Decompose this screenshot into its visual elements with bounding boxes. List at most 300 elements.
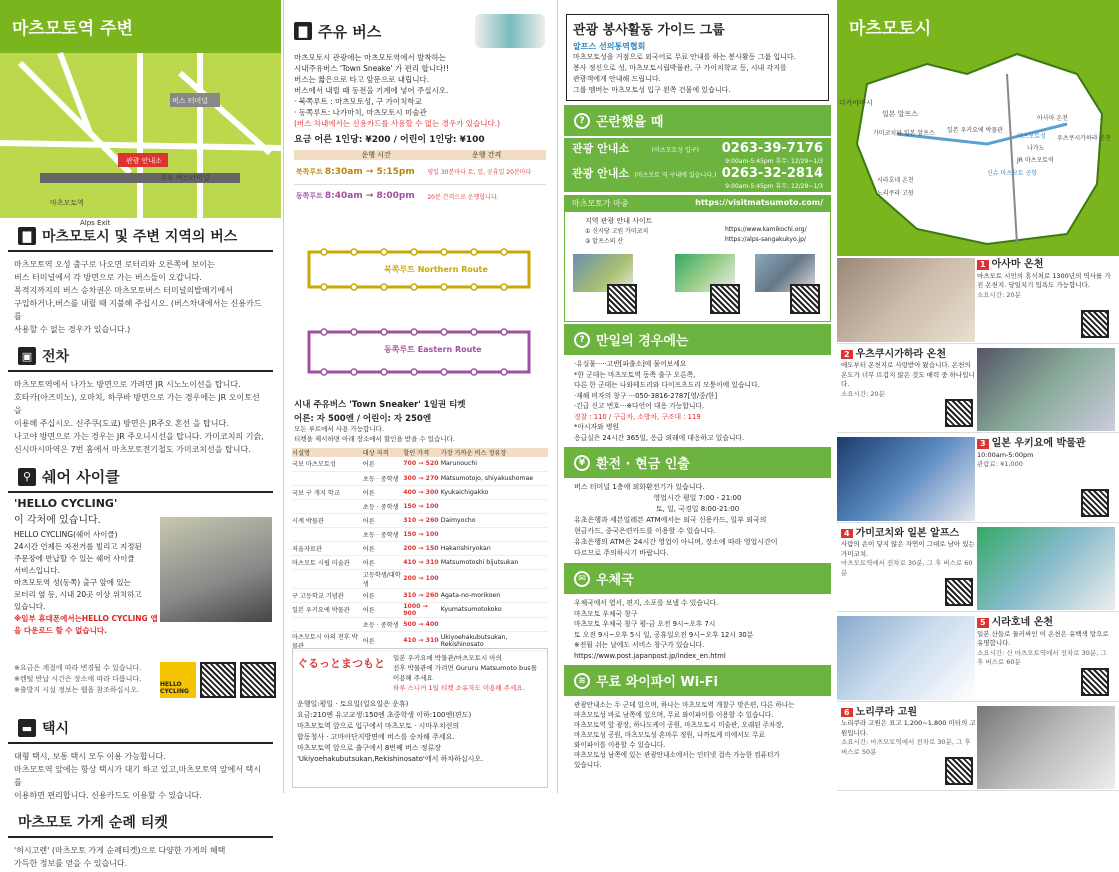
discount-header: 대상 자격 [362,450,389,457]
pass-notes [284,424,555,444]
discount-cell: Kyumatsumotokoko [440,606,502,613]
pass-note: 티켓을 제시하면 아래 장소에서 할인을 받을 수 있습니다. [294,435,455,443]
spot-body: 일본 산들로 둘러싸인 이 온천은 유백색 탕으로 유명합니다. [977,629,1109,647]
intro-line: 시내주유버스 'Town Sneake' 가 편리 합니다!! [294,64,450,73]
post-line: 마츠모토 우체국 창구 [574,609,638,618]
taxi-line: 대형 택시, 보통 택시 모두 이용 가능합니다. [14,752,166,761]
spot-photo [977,527,1115,611]
map-label-station: 마츠모토역 [50,199,84,207]
column-matsumoto-city [837,0,1119,793]
pass-price: 어른: 자 500엔 / 어린이: 자 250엔 [294,414,432,424]
qr-code[interactable] [710,284,740,314]
qr-code[interactable] [945,399,973,427]
intro-line: · 동쪽루트: 나가마치, 마츠모토시 미술관 [294,108,427,117]
cycle-brand: 'HELLO CYCLING' [14,497,118,510]
cycle-line: 서비스입니다. [14,566,60,575]
bus-title: 마츠모토시 및 주변 지역의 버스 [42,229,238,245]
taxi-line: 마츠모토역 앞에는 항상 택시가 대기 하고 있고,마츠모토역 앞에서 택시를 [14,765,261,787]
wifi-line: 마츠모토역 앞 광장, 하나도케이 공원, 마츠모토시 미술관, 오래된 주차장, [574,721,784,729]
discount-cell: 150 → 100 [403,530,439,538]
discount-cell: 어른 [362,517,375,525]
site-link-label: ① 신시당 고원 가미코치 [585,228,649,235]
trouble-header [564,105,831,136]
cycle-line: 주문장에 반납할 수 있는 쉐어 사이클 [14,554,135,563]
map-label: 가미코치와 일본 알프스 [873,130,935,137]
emergency-line: ·유실물·····고반[파출소]에 물어보세요 [574,360,687,368]
cycle-line: 24시간 언제든 자전거를 빌리고 지정된 [14,542,142,551]
map-label: JR 마츠모토역 [1017,157,1054,164]
emergency-line: 경찰 : 110 / 구급차, 소방차, 구조대 : 119 [574,412,701,421]
discount-cell: Matsumotojo, shiyakushomae [440,474,534,482]
discount-row [292,588,548,602]
discount-cell: 어른 [362,607,375,614]
wifi-line: 마츠모토성 공원, 마츠모토성 혼마루 정원, 나까토케 미에서도 무료 [574,731,765,739]
taxi-icon: ▬ [18,719,36,737]
north-route-label: 북쪽루트 Northern Route [384,265,488,274]
exchange-line: 유초은행과 세븐일레븐 ATM에서는 외국 신용카드, 일부 외국의 [574,516,767,524]
qr-code[interactable] [945,757,973,785]
pass-title: 시내 주유버스 'Town Sneaker' 1일권 티켓 [294,400,466,410]
map-label: 다카야마시 [839,99,873,107]
phone-label: 관광 안내소 [572,167,629,180]
bus-line: 마츠모토역 오성 출구로 나오면 로터리와 오른쪽에 보이는 [14,260,215,269]
discount-cell: 초등 · 중학생 [362,475,399,483]
spot-text [977,618,1113,668]
cycle-header [8,462,273,493]
spot-photo [977,706,1115,790]
guide-title: 관광 봉사활동 가이드 그룹 [573,23,725,38]
spot-card [837,346,1119,434]
discount-cell: Daimyocho [440,516,476,524]
discount-cell: 어른 [362,592,375,600]
timetable [294,150,546,208]
discount-cell: 시계 박물관 [292,517,324,525]
spot-meta: 소요시간: 마츠모토역에서 전차로 30분, 그 후 버스로 50분 [841,738,971,756]
column-help [557,0,837,793]
exchange-line: 다르므로 주의하시기 바랍니다. [574,549,669,557]
column-town-bus [283,0,555,793]
discount-cell: Marunouchi [440,460,477,468]
spot-meta: 관람료: ¥1,000 [977,460,1023,468]
guide-line: 마츠모토성을 거점으로 외국어로 무료 안내를 하는 봉사활동 그룹 입니다. [573,53,796,61]
wifi-title: 무료 와이파이 Wi-Fi [596,675,718,690]
site-panel [564,212,831,322]
discount-cell: 구 고등학교 기념관 [292,592,344,600]
site-bar [564,195,831,212]
spot-body: 노리쿠라 고원은 표고 1,200~1,800 미터의 고원입니다. [841,719,976,737]
site-link-url[interactable]: https://www.kamikochi.org/ [725,226,807,233]
discount-cell [441,499,548,513]
timetable-header: 운행 시간 [361,151,391,159]
spot-meta: 소요시간: 신 마츠모토역에서 전차로 30분, 그 후 버스로 60분 [977,648,1107,666]
intro-line: 마츠모토시 관광에는 마츠모토역에서 발착하는 [294,53,447,62]
wifi-body [558,698,837,772]
train-line: 나고야 방면으로 가는 경우는 JR 주오니시선을 탑니다. 가미코치의 기슭, [14,432,264,441]
info-line: 'Ukiyoehakubutsukan,Rekishinosato'에서 하차하십시오. [297,755,484,763]
ticket-title: 마츠모토 가게 순례 티켓 [18,815,168,831]
map-label: 노리쿠라 고원 [877,190,914,197]
bus-line: 버스 터미널에서 각 방면으로 가는 버스들이 오갑니다. [14,273,202,282]
discount-row [292,471,548,485]
map-label-jr-line: 주우 버스터미널 [160,174,210,182]
wifi-icon: ≋ [574,673,590,689]
cycle-footer [0,662,281,710]
train-line: 마츠모토역에서 나가노 방면으로 가려면 JR 시노노이선을 탑니다. [14,380,241,389]
cycle-warning: ※일부 휴대폰에서는HELLO CYCLING 앱을 다운로드 할 수 없습니다. [14,614,158,635]
spot-number: 6 [841,708,853,718]
discount-cell: 1000 → 900 [403,602,428,617]
spot-text [977,260,1113,300]
discount-cell [441,569,548,588]
taxi-title: 택시 [42,721,70,737]
spot-body: 사람의 손이 닿지 않은 자연이 그대로 남아 있는 가미코치. [841,540,975,558]
discount-cell: 200 → 150 [403,544,439,552]
hello-cycling-logo: HELLO CYCLING [160,662,196,698]
discount-cell: Kyukaichigakko [440,488,489,496]
spot-text [841,350,977,400]
discount-row [292,569,548,588]
spot-body: 10:00am-5:00pm [977,450,1034,459]
guide-line: 봉사 정신으로 성, 마츠모토시립박물관, 구 가이치학교 등, 시내 각지를 [573,64,787,72]
info-line: 요금:210엔 유고교생:150엔 초중학생 이하:100엔(편도) [297,711,472,719]
discount-cell: 310 → 260 [403,591,439,599]
discount-cell: 일본 우키요에 박물관 [292,607,350,614]
qr-code[interactable] [790,284,820,314]
train-line: 호타카(아즈미노), 오마치, 하쿠바 방면으로 가는 경우에는 JR 오이토선을 [14,393,260,415]
discount-cell: Matsumotoshi bijutsukan [440,558,519,566]
guide-line: 관광객에게 안내해 드립니다. [573,75,661,83]
taxi-header [8,714,273,744]
spot-text [841,708,977,758]
discount-cell [441,527,548,541]
qr-code[interactable] [200,662,236,698]
discount-table [292,448,548,651]
spot-number: 3 [977,439,989,449]
timetable-header: 운행 간격 [472,151,502,159]
gururi-line: 이용해 주세요 [393,674,433,682]
discount-row [292,499,548,513]
spot-number: 1 [977,260,989,270]
discount-cell: 700 → 520 [403,460,439,468]
town-bus-title-wrap [294,21,381,42]
discount-cell: 초등 · 중학생 [362,503,399,511]
cycle-sub: 이 각처에 있습니다. [14,515,101,526]
city-map [837,44,1119,256]
train-line: 신시마시마역은 7번 홈에서 마츠모토전기철도 가미코치선을 탑니다. [14,445,251,454]
map-label-alps-exit: Alps Exit [80,219,111,227]
emergency-line: *아시자와 병원 [574,423,619,431]
east-route-label: 동쪽루트 Eastern Route [384,345,482,354]
bicycle-photo [160,517,272,622]
discount-cell: 초등 · 중학생 [362,621,399,629]
route-diagram [294,212,546,392]
spot-title-text: 우츠쿠시가하라 온천 [855,348,946,360]
site-link-label: ② 알프스의 산 [585,238,624,245]
emergency-header [564,324,831,355]
bus-photo [475,14,545,48]
cycle-note: ※렌털 반납 시간은 장소에 따라 다릅니다. [14,675,142,683]
discount-cell: Ukiyoehakubutsukan, Rekishinosato [440,633,508,648]
wifi-line: 관광안내소는 두 군데 있으며, 하나는 마츠모토역 개찰구 맞은편, 다른 하나는 [574,701,795,709]
info-line: 운행일:평일 · 토요일(일요일은 운휴) [297,700,409,708]
post-line: 마츠모토 우체국 창구 평-금 오전 9시~오후 7시 [574,620,716,628]
spot-number: 5 [977,618,989,628]
train-body [0,376,281,458]
qr-code[interactable] [1081,489,1109,517]
timetable-header [294,150,325,160]
exchange-header [564,447,831,478]
bus-icon: ▇ [18,227,36,245]
site-url[interactable]: https://visitmatsumoto.com/ [695,198,823,207]
site-sub: 지역 관광 안내 사이트 [585,217,653,225]
post-title: 우체국 [596,573,634,588]
site-link-url[interactable]: https://alps-sangakukyo.jp/ [725,236,806,243]
train-title: 전차 [42,349,70,365]
spot-card [837,256,1119,344]
cycle-title: 쉐어 사이클 [42,468,120,486]
discount-cell: Agata-no-morikoen [440,591,501,599]
qr-code[interactable] [607,284,637,314]
gururi-info [297,699,545,765]
map-label: 일본 우키요에 박물관 [947,127,1003,134]
guide-org: 알프스 선의통역협회 [573,42,646,51]
cycle-line: HELLO CYCLING(쉐어 사이클) [14,530,118,539]
phone-number[interactable]: 0263-32-2814 [721,166,823,181]
discount-cell: 310 → 260 [403,516,439,524]
discount-cell: 마츠모토시 아의 전후 박물관 [292,633,358,650]
spot-title [841,350,977,360]
gururi-logo: ぐるっとまつもと [297,657,385,670]
info-line: 합동청사 · 고마아단지방면에 버스를 승차해 주세요. [297,733,455,741]
bus-line: 구입하거나,버스를 내릴 때 지불해 주십시오. (버스차내에서는 신용카드를 [14,299,262,321]
discount-cell: 어른 [362,559,375,567]
intro-line: 버스에서 내릴 때 동전을 기계에 넣어 주십시오. [294,86,449,95]
emergency-line: 다른 한 군데는 나와테도리와 다이프츠도리 모퉁이에 있습니다. [574,381,760,389]
spot-card [837,614,1119,702]
discount-row [292,513,548,527]
train-icon: ▣ [18,347,36,365]
spot-title [841,529,977,539]
station-map-graphic [0,53,281,218]
site-title: 마츠모토가 마중 [572,199,629,208]
discount-cell [292,499,363,513]
post-header [564,563,831,594]
spot-card [837,525,1119,613]
gururi-body [393,653,543,693]
post-line: 우체국에서 엽서, 편지, 소포를 보낼 수 있습니다. [574,599,719,607]
spot-title-text: 아사마 온천 [991,259,1044,270]
post-body [558,596,837,663]
qr-code[interactable] [945,578,973,606]
discount-header: 시설명 [292,450,310,457]
discount-cell: 어른 [362,638,375,645]
spot-number: 2 [841,350,853,360]
discount-cell: Hakarishiryokan [440,544,491,552]
gururi-line: 하루 스니커 1일 티켓 소유자도 이용해 주세요. [393,684,525,692]
map-label-bus-terminal: 버스 터미널 [172,97,209,105]
qr-code[interactable] [240,662,276,698]
post-url[interactable]: https://www.post.japanpost.jp/index_en.html [574,651,726,660]
train-line: 이용해 주십시오. 신주쿠(도쿄) 방면은 JR주오 혼선 을 탑니다. [14,419,229,428]
route-interval: 20분 간격으로 운행합니다. [427,193,499,201]
info-line: 마츠모토역 앞으로 출구에서 8번째 버스 정류장 [297,744,442,752]
qr-code[interactable] [1081,310,1109,338]
spot-photo [837,616,975,700]
map-label: 신슈 마츠모토 공항 [987,170,1038,177]
spot-title-text: 일본 우키요에 박물관 [991,438,1086,449]
pass-note: 모든 루트에서 사용 가능합니다. [294,425,384,433]
post-line: ※전월 쉬는 날에도 서비스 창구가 있습니다. [574,641,705,649]
discount-cell: 마츠모토 시립 미술관 [292,559,350,567]
discount-cell [292,527,363,541]
ticket-line: '히시고렌' (마츠모토 가게 순례티켓)으로 다양한 가게의 혜택 [14,846,226,855]
gururi-line: 전후 박물관에 가려면 Gururu Matsumoto bus를 [393,664,537,672]
discount-cell: 어른 [362,545,375,553]
column-station-area [0,0,281,868]
post-line: 토 오전 9시~오후 5시 일, 공휴일오전 9시~오후 12시 30분 [574,630,754,639]
gururi-line: 일본 우키요에 박물관/마츠모토시 아의 [393,654,502,662]
discount-cell [292,617,363,631]
cycle-line: 있습니다. [14,602,46,611]
cycle-line: 로터리 옆 등, 시내 20곳 이상 위치하고 [14,590,142,599]
qr-code[interactable] [1081,668,1109,696]
guide-box [566,14,829,101]
discount-cell: 410 → 310 [403,637,439,644]
map-label: 아사마 온천 [1037,115,1068,122]
spot-photo [837,258,975,342]
discount-cell: 어른 [362,489,375,497]
phone-sub: (마츠모토 역 구내에 있습니다.) [634,172,717,179]
map-label-info: 관광 안내소 [126,157,163,165]
route-name: 동쪽루트 [295,192,323,201]
phone-hours: 9:00am-5:45pm 휴무: 12/29~1/3 [725,183,823,190]
route-hours: 8:30am → 5:15pm [324,166,415,177]
discount-row [292,602,548,617]
phone-sub: (마츠모토성 입구) [651,147,699,154]
phone-label: 관광 안내소 [572,142,629,155]
map-label: 시라호네 온천 [877,177,914,184]
discount-row [292,555,548,569]
guide-body [573,52,822,96]
help-icon: ? [574,113,590,129]
spot-meta: 소요시간: 20분 [841,389,885,398]
discount-cell: 400 → 300 [403,488,439,496]
emergency-line: ·재해 비자의 창구 ···050-3816-2787[영/중/한] [574,391,718,400]
spot-text [977,439,1113,470]
discount-header: 할인 가격 [403,450,430,457]
town-bus-header [284,0,555,52]
bus-icon: ▇ [294,22,312,40]
spot-title [977,439,1113,449]
spot-body: 에도부터 온천지로 사랑받아 왔습니다. 온천의 온도가 너무 뜨겁지 않은 것도 매력 중 하나입니다. [841,361,975,388]
map-label: 일본 알프스 [882,110,919,118]
city-map-graphic [837,44,1119,256]
emergency-title: 만일의 경우에는 [596,334,689,349]
info-line: 마츠모토역 앞으로 입구에서 마츠모토 · 시마우치선의 [297,722,460,730]
discount-cell: 150 → 100 [403,502,439,510]
phone-number[interactable]: 0263-39-7176 [721,141,823,156]
taxi-body [0,748,281,804]
taxi-line: 이용하면 편리합니다. 신용카드도 이용할 수 있습니다. [14,791,202,800]
emergency-line: ·긴급 신고 번호···※다언어 대응 가능합니다. [574,402,705,410]
fare: 요금 어른 1인당: ¥200 / 어린이 1인당: ¥100 [294,135,485,145]
discount-cell: 고등학생/대학생 [362,571,401,588]
spot-photo [977,348,1115,432]
spot-title [977,260,1113,270]
spot-photo [837,437,975,521]
discount-cell: 국보 마츠모토성 [292,461,336,469]
page-title-city: 마츠모토시 [837,0,1119,44]
map-label: 우츠쿠시가하라 온천 [1057,135,1112,142]
phone-hours: 9:00am-5:45pm 휴무: 12/29~1/3 [725,158,823,165]
discount-cell: 국보 구 개지 학교 [292,489,340,497]
phone-panel [564,138,831,192]
spot-number: 4 [841,529,853,539]
bicycle-icon: ⚲ [18,468,36,486]
mail-icon: ✉ [574,571,590,587]
route-interval: 평일 30분마다 토, 일, 공휴일 20분마다 [427,169,532,177]
map-label: 나가노 [1027,145,1045,152]
discount-cell: 초등 · 중학생 [362,531,399,539]
wifi-line: 있습니다. [574,761,602,769]
phone-row [572,165,823,181]
cycle-note: ※요금은 계절에 따라 변경될 수 있습니다. [14,664,142,672]
cycle-section [0,497,281,662]
emergency-line: 응급실은 24시간 365일, 응급 외래에 대응하고 있습니다. [574,433,745,442]
station-map [0,53,281,227]
spot-title-text: 가미코치와 일본 알프스 [855,527,960,539]
map-label: 마츠모토성 [1017,133,1046,140]
spot-title-text: 노리쿠라 고원 [855,706,918,718]
exchange-title: 환전 · 현금 인출 [596,457,690,472]
town-bus-intro [284,52,555,129]
exchange-line: 영업시간 평일 7:00 - 21:00 [653,494,742,502]
route-map [294,212,545,392]
discount-row [292,485,548,499]
yen-icon: ¥ [574,455,590,471]
exchange-line: 현금카드, 중국은련카드를 이용할 수 있습니다. [574,527,716,535]
discount-row [292,541,548,555]
exchange-line: 버스 터미널 1층에 외화환전기가 있습니다. [574,483,705,491]
intro-line: (버스 차내에서는 신용카드를 사용할 수 없는 경우가 있습니다.) [294,119,501,128]
intro-line: 버스는 짧은으로 타고 앞문으로 내립니다. [294,75,430,84]
spot-list [837,256,1119,793]
bus-line: 목적지까지의 버스 승차권은 마츠모토버스 터미널의발매기에서 [14,286,233,295]
ticket-line: 가득한 정보를 얻을 수 있습니다. [14,859,128,868]
cycle-body [14,529,159,637]
spot-title [841,708,977,718]
emergency-body [558,357,837,445]
phone-row [572,140,823,156]
spot-title-text: 시라호네 온천 [991,617,1054,628]
trouble-title: 곤란했을 때 [596,115,664,130]
ticket-body [0,842,281,872]
spot-meta: 마츠모토역에서 전차로 30분, 그 후 버스로 60분 [841,559,973,577]
cycle-notes [0,662,155,697]
bus-body [0,256,281,338]
discount-row [292,527,548,541]
page-title-station: 마츠모토역 주변 [0,0,281,53]
spot-card [837,704,1119,792]
spot-title [977,618,1113,628]
discount-header: 가장 가까운 버스 정류장 [440,450,507,457]
discount-cell [292,471,363,485]
help-icon: ? [574,332,590,348]
spot-body: 마츠모토 시민의 휴식처로 1300년의 역사를 가진 온천지. 당일치기 입욕도 가능합니다. [977,271,1111,289]
wifi-line: 마츠모토성 남쪽에 있는 관광안내소에서는 인터넷 접속 가능한 컴퓨터가 [574,751,780,759]
spot-text [841,529,977,579]
route-name: 북쪽루트 [295,167,323,176]
